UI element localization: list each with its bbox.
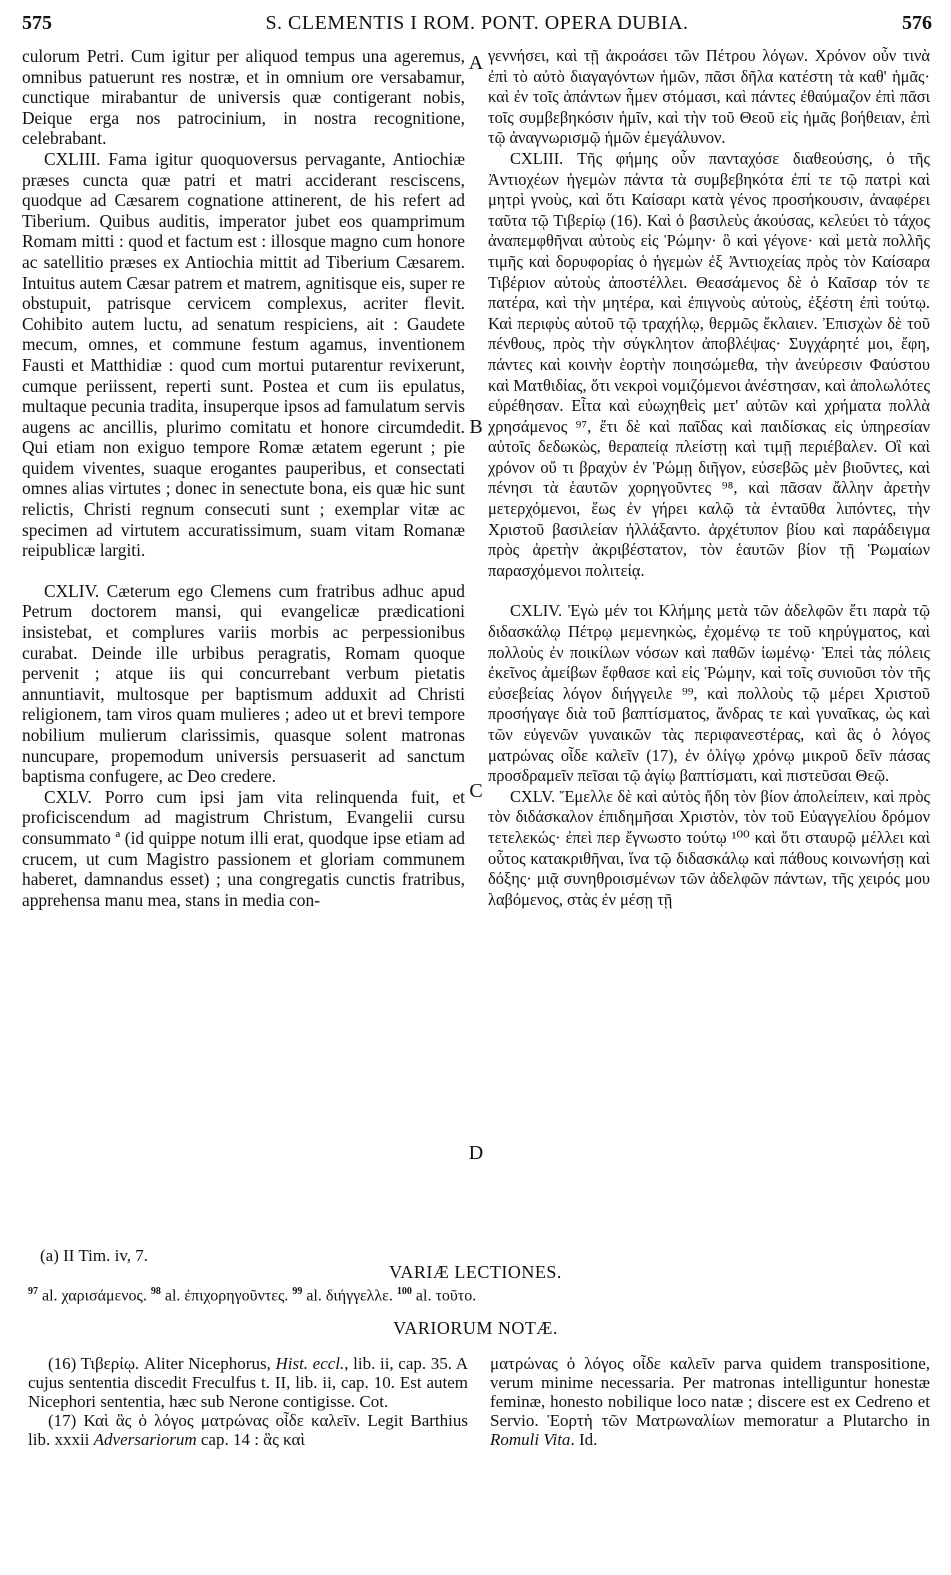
- running-title: S. CLEMENTIS I ROM. PONT. OPERA DUBIA.: [265, 12, 689, 34]
- margin-marker-b: B: [469, 416, 483, 438]
- greek-paragraph: CXLV. Ἔμελλε δὲ καὶ αὐτὸς ἤδη τὸν βίον ἀπολείπειν, καὶ πρὸς τὸν διδάσκαλον ἐπιδημῆσαι Χριστὸν, τὸν τοῦ Εὐαγγελίου δρόμον τετελεκώς· ἐπεὶ περ ἔγνωστο τούτῳ ¹⁰⁰ καὶ ὅτι σταυρῷ μέλλει καὶ οὗτος κατακριθῆναι, ἵνα τῷ διδασκάλῳ καὶ πάθους κοινωνήσῃ καὶ δόξης· μιᾷ συνηθροισμένων τῶν ἀδελφῶν πάντων, τῆς χειρός μου λαβόμενος, στὰς ἐν μέσῃ τῇ: [488, 786, 931, 909]
- variae-lectiones-title: VARIÆ LECTIONES.: [389, 1262, 562, 1282]
- latin-paragraph: CXLIV. Cæterum ego Clemens cum fratribus adhuc apud Petrum doctorem mansi, qui evangelicæ prædicationi insistebat, et complures variis morbis ac perpessionibus curabat. Deinde ille urbibus peragratis, Romam quoque pervenit ; atque iis qui concurrebant verbum pietatis annuntiavit, multosque per baptismum adduxit ad Christi religionem, tam viros quam mulieres ; adeo ut et brevi tempore nobilium mulierum clarissimis, quasque solent matronas nuncupare, propemodum universis persuaserit ad sanctum baptisma confugere, ac Deo credere.: [22, 580, 465, 787]
- variant-text: al. ἐπιχορηγοῦντες.: [160, 1287, 293, 1305]
- page-header: [22, 12, 932, 44]
- variant-number: 100: [396, 1286, 412, 1297]
- variorum-notae-title: VARIORUM NOTÆ.: [393, 1318, 558, 1338]
- note-17-continued: ματρώνας ὁ λόγος οἶδε καλεῖν parva quidem transpositione, verum minime necessaria. Per matronas intelliguntur honestæ feminæ, honesto nobilique loco natæ ; discere est ex Cedreno et Servio. Ἑορτὴ τῶν Ματρωναλίων memoratur a Plutarcho in Romuli Vita. Id.: [490, 1354, 930, 1449]
- variant-number: 97: [28, 1286, 38, 1297]
- variant-text: al. διήγγελλε.: [302, 1287, 397, 1305]
- notes-left-column: [28, 1354, 468, 1449]
- greek-paragraph: CXLIV. Ἐγὼ μέν τοι Κλήμης μετὰ τῶν ἀδελφῶν ἔτι παρὰ τῷ διδασκάλῳ Πέτρῳ μεμενηκὼς, ἐχομένῳ τε τοῦ κηρύγματος, καὶ πολλοὺς ἐν ποικίλων νόσων καὶ παθῶν ἰωμένῳ· Ἐπεὶ τὰς πόλεις ἐκεῖνος ἀμείβων ἔφθασε καὶ εἰς Ῥώμην, καὶ τοῖς συνιοῦσι τὸν τῆς εὐσεβείας λόγον διήγγειλε ⁹⁹, καὶ πολλοὺς τῷ μέρει Χριστοῦ προσήγαγε διὰ τοῦ βαπτίσματος, ἄνδρας τε καὶ γυναῖκας, ὡς καὶ τῶν εὐγενῶν γυναικῶν τὰς περιφανεστέρας, καὶ ἃς ὁ λόγος ματρώνας οἶδε καλεῖν (17), ἐν ὀλίγῳ χρόνῳ μικροῦ δεῖν πάσας προσδραμεῖν πεῖσαι τῷ ἁγίῳ βαπτίσματι, καὶ πιστεῦσαι Θεῷ.: [488, 601, 930, 786]
- greek-paragraph: CXLIII. Τῆς φήμης οὖν πανταχόσε διαθεούσης, ὁ τῆς Ἀντιοχέων ἡγεμὼν πάντα τὰ συμβεβηκότα ἐπί τε τῷ πατρὶ καὶ μητρὶ γνοὺς, καὶ ὅτι Καίσαρι κατὰ γένος προσήκουσιν, ἀναφέρει ταῦτα τῷ Τιβερίῳ (16). Καὶ ὁ βασιλεὺς ἀκούσας, κελεύει τὸ τάχος ἀναπεμφθῆναι αὐτοὺς εἰς Ῥώμην· ὃ καὶ γέγονε· καὶ μετὰ πολλῆς τιμῆς καὶ δορυφορίας ὁ ἡγεμὼν ἐξ Ἀντιοχείας πρὸς τὸν Καίσαρα Τιβέριον αὐτοὺς ἀποστέλλει. Θεασάμενος δὲ ὁ Καῖσαρ τόν τε πατέρα, καὶ τὴν μητέρα, καὶ ἐπιγνοὺς αὐτοὺς, ἐξέστη ἐπὶ τούτῳ. Καὶ περιφὺς αὐτοῦ τῷ τραχήλῳ, θερμῶς ἔκλαιεν. Ἐπισχὼν δὲ τοῦ πένθους, πρὸς τὴν σύγκλητον ἀποβλέψας· Συγχάρητέ μοι, ἔφη, πάντες καὶ κοινὴν ἑορτὴν ποιησώμεθα, τὴν ἀνεύρεσιν Φαύστου καὶ Ματθιδίας, ὅτι νεκροὶ νομιζόμενοι ἀνέστησαν, καὶ ἀπολωλότες εὑρέθησαν. Εἶτα καὶ εὐωχηθεὶς μετ' αὐτῶν καὶ χρήματα πολλὰ χρησάμενος ⁹⁷, ἔτι δὲ καὶ παῖδας καὶ παιδίσκας εἰς ὑπηρεσίαν αὐτοῖς δεδωκὼς, θεραπείᾳ πλείστῃ καὶ τιμῇ περιέβαλεν. Οἳ καὶ χρόνον οὔ τι βραχὺν ἐν Ῥώμῃ διῆγον, εὐσεβῶς μὲν βιοῦντες, καὶ πένησι τὰ ἑαυτῶν χορηγοῦντες ⁹⁸, καὶ πᾶσαν ἄλλην ἀρετὴν μετερχόμενοι, ἕως ἐν γήρει καλῷ τὰ ἐνταῦθα λιπόντες, τὴν Χριστοῦ βασιλείαν ἠλλάξαντο. ἀρχέτυπον βίου καὶ παράδειγμα πρὸς ἀρετὴν ἀκριβέστατον, τὸν ἑαυτῶν βίον τῇ Ῥωμαίων παρασχόμενοι πολιτείᾳ.: [488, 148, 930, 580]
- note-16: (16) Τιβερίῳ. Aliter Nicephorus, Hist. eccl., lib. ii, cap. 35. A cujus sententia discedit Freculfus t. II, lib. ii, cap. 10. Est autem Nicephori sententia, hæc sub Nerone contigisse. Cot.: [28, 1354, 468, 1411]
- page-number-left: 575: [22, 12, 52, 34]
- latin-paragraph: CXLV. Porro cum ipsi jam vita relinquenda fuit, et proficiscendum ad magistrum Christum, Evangelii cursu consummato ª (id quippe notum illi erat, quodque ipse etiam ad crucem, ut cum Magistro passionem et gloriam communem haberet, damnandus esset) ; una congregatis cunctis fratribus, apprehensa manu mea, stans in media con-: [22, 786, 465, 910]
- notes-right-column: [490, 1354, 930, 1449]
- footnote-a: (a) II Tim. iv, 7.: [40, 1246, 148, 1265]
- variae-lectiones: [28, 1286, 938, 1305]
- greek-paragraph: γεννήσει, καὶ τῇ ἀκροάσει τῶν Πέτρου λόγων. Χρόνον οὖν τινὰ ἐπὶ τὸ αὐτὸ διαγαγόντων ἡμῶν, πᾶσι δῆλα κατέστη τὰ καθ' ἡμᾶς· καὶ ἐν τοῖς ἁπάντων ἦμεν στόμασι, καὶ πάντες ἐθαύμαζον ἐπὶ πᾶσι τοῖς συμβεβηκόσιν ἡμῖν, καὶ τὴν τοῦ Θεοῦ εἰς ἡμᾶς βοήθειαν, ἐπὶ τῷ ἀναγνωρισμῷ ἡμῶν ἐμεγάλυνον.: [488, 46, 930, 148]
- page-number-right: 576: [902, 12, 932, 34]
- variant-text: al. τοῦτο.: [411, 1287, 477, 1305]
- latin-column: [22, 46, 465, 910]
- greek-column: [488, 46, 930, 910]
- variant-number: 98: [150, 1286, 161, 1297]
- variant-text: al. χαρισάμενος.: [38, 1287, 151, 1305]
- note-17: (17) Καὶ ἃς ὁ λόγος ματρώνας οἶδε καλεῖν. Legit Barthius lib. xxxii Adversariorum cap. 14 : ἃς καὶ: [28, 1411, 468, 1449]
- variant-number: 99: [292, 1286, 303, 1297]
- margin-marker-c: C: [469, 780, 483, 802]
- latin-paragraph: CXLIII. Fama igitur quoquoversus pervagante, Antiochiæ præses cuncta quæ patri et matri acciderant resciscens, quodque ad Cæsarem cognatione attinerent, de his refert ad Tiberium. Quibus auditis, imperator jubet eos quamprimum Romam mitti : quod et factum est : illosque magno cum honore ac satellitio præses ex Antiochia mittit ad Tiberium Cæsarem. Intuitus autem Cæsar patrem et matrem, agnitisque eis, super re obstupuit, patrisque cervicem complexus, acriter flevit. Cohibito autem luctu, ad senatum respiciens, ait : Gaudete mecum, omnes, et commune festum agamus, inventionem Fausti et Matthidiæ : quod cum mortui putarentur revixerunt, cumque periissent, reperti sunt. Postea et cum iis epulatus, multaque pecunia tradita, insuperque ipsos ad famulatum servis augens ac ancillis, plurimo comitatu et honore circumdedit. Qui etiam non exiguo tempore Romæ ætatem egerunt ; pie quidem viventes, suaque erogantes pauperibus, et consectati omnes alias virtutes ; donec in senectute bona, eis quæ hic sunt relictis, Christi regnum consecuti sunt ; exemplar vitæ ac specimen ad virtutem accuratissimum, suam vitam Romanæ reipublicæ largiti.: [22, 148, 465, 561]
- margin-marker-a: A: [468, 52, 484, 74]
- margin-marker-d: D: [468, 1142, 484, 1164]
- latin-paragraph: culorum Petri. Cum igitur per aliquod tempus una ageremus, omnibus patuerunt res nostræ, et in omnium ore versabamur, cunctique mirabantur de universis quæ contigerant nobis, Deique erga nos patrocinium, in nostra recognitione, celebrabant.: [22, 46, 465, 149]
